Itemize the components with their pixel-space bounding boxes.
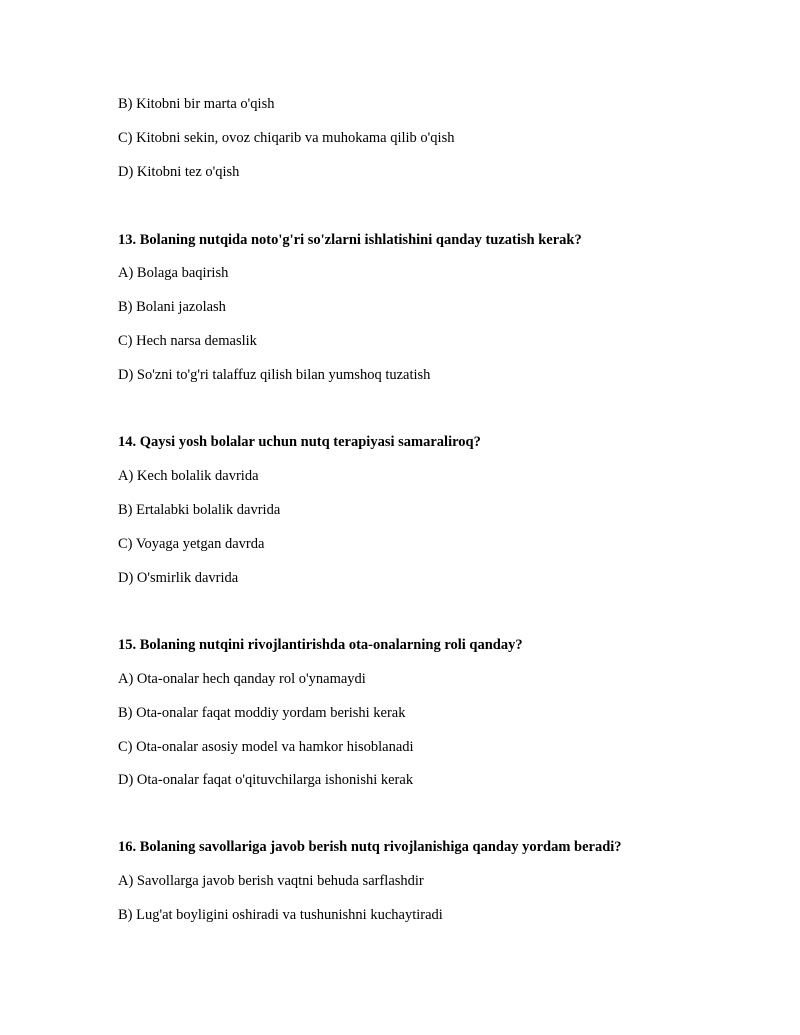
- option-13-a: A) Bolaga baqirish: [118, 265, 229, 281]
- option-14-d: D) O'smirlik davrida: [118, 570, 239, 586]
- option-15-b: B) Ota-onalar faqat moddiy yordam berishi kerak: [118, 705, 406, 721]
- option-13-b: B) Bolani jazolash: [118, 299, 226, 315]
- option-14-b: B) Ertalabki bolalik davrida: [118, 502, 281, 518]
- question-13: 13. Bolaning nutqida noto'g'ri so'zlarni ishlatishini qanday tuzatish kerak?: [118, 232, 582, 248]
- question-14: 14. Qaysi yosh bolalar uchun nutq terapiyasi samaraliroq?: [118, 434, 481, 450]
- option-13-c: C) Hech narsa demaslik: [118, 333, 257, 349]
- option-12-c: C) Kitobni sekin, ovoz chiqarib va muhokama qilib o'qish: [118, 130, 455, 146]
- option-13-d: D) So'zni to'g'ri talaffuz qilish bilan yumshoq tuzatish: [118, 367, 431, 383]
- question-15: 15. Bolaning nutqini rivojlantirishda ota-onalarning roli qanday?: [118, 637, 523, 653]
- option-12-b: B) Kitobni bir marta o'qish: [118, 96, 275, 112]
- option-16-b: B) Lug'at boyligini oshiradi va tushunishni kuchaytiradi: [118, 907, 443, 923]
- option-15-a: A) Ota-onalar hech qanday rol o'ynamaydi: [118, 671, 366, 687]
- option-14-c: C) Voyaga yetgan davrda: [118, 536, 265, 552]
- option-15-d: D) Ota-onalar faqat o'qituvchilarga ishonishi kerak: [118, 772, 414, 788]
- question-16: 16. Bolaning savollariga javob berish nutq rivojlanishiga qanday yordam beradi?: [118, 839, 622, 855]
- option-15-c: C) Ota-onalar asosiy model va hamkor hisoblanadi: [118, 739, 414, 755]
- option-16-a: A) Savollarga javob berish vaqtni behuda sarflashdir: [118, 873, 424, 889]
- option-14-a: A) Kech bolalik davrida: [118, 468, 259, 484]
- option-12-d: D) Kitobni tez o'qish: [118, 164, 240, 180]
